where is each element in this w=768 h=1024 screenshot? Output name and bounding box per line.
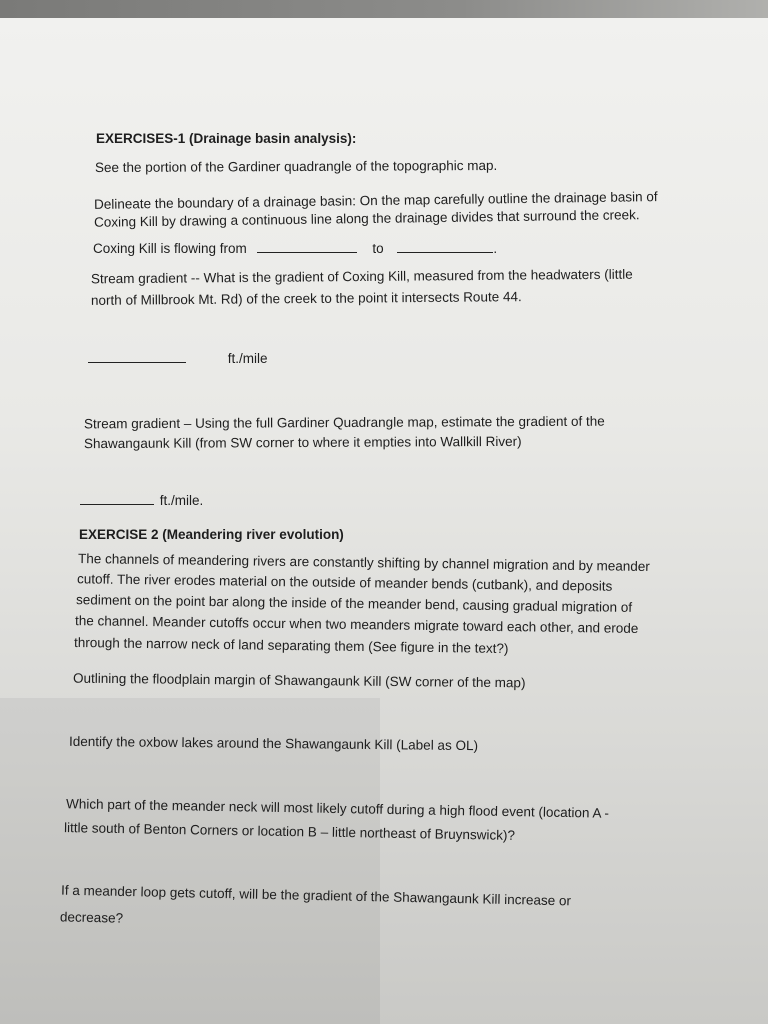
exercise2-para-line5: through the narrow neck of land separating them (See figure in the text?) [73,634,509,657]
exercise1-delineate-line2: Coxing Kill by drawing a continuous line along the drainage divides that surround the creek. [93,207,640,230]
flowing-to: to [372,241,384,256]
worksheet-page [0,18,768,1024]
exercise2-gradient-q-line2: decrease? [59,909,124,926]
exercise1-answer2-row [80,492,203,510]
exercise1-flowing-row [93,240,497,258]
exercise2-floodplain: Outlining the floodplain margin of Shawangaunk Kill (SW corner of the map) [72,670,526,691]
flowing-prefix: Coxing Kill is flowing from [93,241,247,256]
exercise2-cutoff-line1: Which part of the meander neck will most likely cutoff during a high flood event (location A - [65,796,610,821]
flowing-suffix: . [493,241,498,256]
exercise2-heading: EXERCISE 2 (Meandering river evolution) [79,527,344,542]
exercise1-delineate-line1: Delineate the boundary of a drainage basin: On the map carefully outline the drainage basin of [93,189,658,212]
exercise1-gradient1-line2: north of Millbrook Mt. Rd) of the creek to the point it intersects Route 44. [90,289,522,308]
exercise2-para-line1: The channels of meandering rivers are constantly shifting by channel migration and by meander [77,551,650,574]
exercise2-para-line4: the channel. Meander cutoffs occur when two meanders migrate toward each other, and erode [74,613,639,636]
exercise2-oxbow: Identify the oxbow lakes around the Shawangaunk Kill (Label as OL) [68,733,479,754]
answer1-blank[interactable] [88,350,186,363]
exercise1-gradient2-line2: Shawangaunk Kill (from SW corner to where it empties into Wallkill River) [83,433,522,452]
flowing-to-blank[interactable] [397,240,493,253]
exercise2-cutoff-line2: little south of Benton Corners or location B – little northeast of Bruynswick)? [63,820,516,843]
answer2-unit: ft./mile. [159,493,204,508]
exercise1-heading: EXERCISES-1 (Drainage basin analysis): [96,131,357,146]
exercise2-para-line3: sediment on the point bar along the inside of the meander bend, causing gradual migration of [75,592,633,615]
exercise1-answer1-row [88,350,268,368]
exercise2-para-line2: cutoff. The river erodes material on the outside of meander bends (cutbank), and deposits [76,571,613,594]
answer2-blank[interactable] [80,492,154,505]
exercise2-gradient-q-line1: If a meander loop gets cutoff, will be the gradient of the Shawangaunk Kill increase or [60,882,572,909]
exercise1-gradient1-line1: Stream gradient -- What is the gradient of Coxing Kill, measured from the headwaters (little [90,266,633,287]
flowing-from-blank[interactable] [257,240,357,253]
exercise1-gradient2-line1: Stream gradient – Using the full Gardiner Quadrangle map, estimate the gradient of the [83,413,605,432]
exercise1-see-portion: See the portion of the Gardiner quadrangle of the topographic map. [94,157,498,176]
answer1-unit: ft./mile [227,351,268,366]
background-strip [0,0,768,18]
